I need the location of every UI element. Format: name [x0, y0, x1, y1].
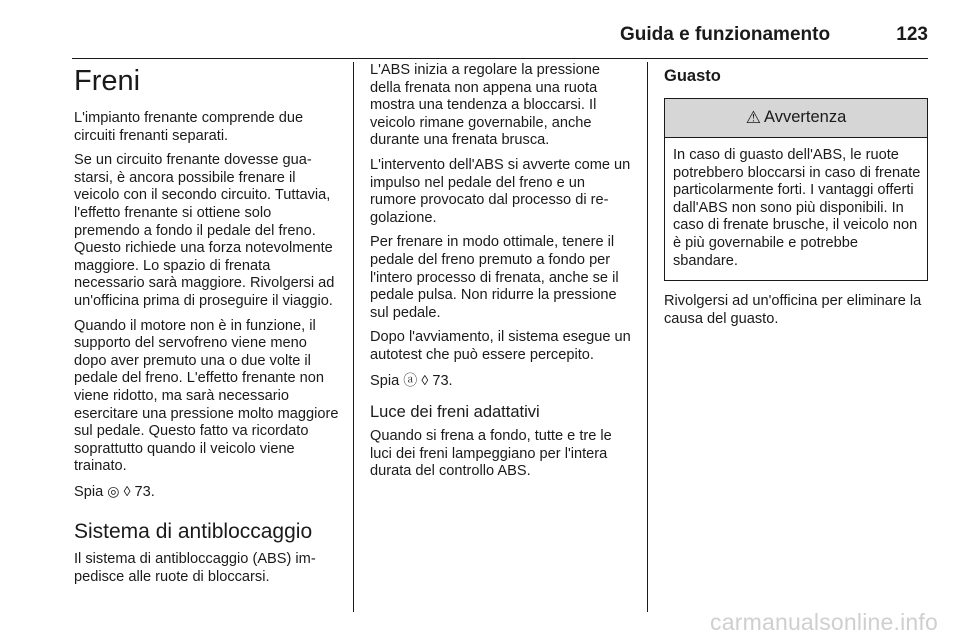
column-divider [353, 62, 354, 612]
warning-triangle-icon: ⚠ [745, 108, 761, 128]
paragraph: Se un circuito frenante dovesse guastarsi, è ancora possibile frenare il veicolo con il secondo circuito. Tuttavia, l'effetto frenante si ottiene solo premendo a fondo il pedale del freno. Questo richiede una forza notevolmente maggiore. Lo spazio di frenata necessario sarà maggiore. Rivolgersi ad un'officina prima di proseguire il viaggio. [74, 152, 335, 309]
section-heading-freni: Freni [74, 65, 141, 97]
page-reference-icon: ◊ [123, 482, 131, 499]
section-heading-abs: Sistema di antibloccaggio [74, 520, 313, 544]
page-reference-icon: ◊ [421, 371, 429, 388]
paragraph: Rivolgersi ad un'officina per eliminare la causa del guasto. [664, 293, 922, 327]
warning-header [665, 99, 927, 138]
paragraph: L'impianto frenante comprende due circuiti frenanti separati. [74, 110, 304, 144]
watermark: carmanualsonline.info [710, 609, 938, 635]
abs-warning-icon: ⓐ [403, 371, 418, 388]
paragraph: Quando si frena a fondo, tutte e tre le luci dei freni lampeggiano per l'intera durata del controllo ABS. [370, 428, 612, 480]
header-rule [72, 58, 928, 59]
spia-label: Spia [74, 483, 104, 500]
page-reference-link[interactable]: 73. [432, 372, 453, 389]
paragraph: Il sistema di antibloccaggio (ABS) impedisce alle ruote di bloccarsi. [74, 551, 316, 586]
section-title: Guida e funzionamento [620, 24, 831, 45]
spia-reference [370, 372, 634, 391]
column-3 [664, 62, 928, 335]
warning-title: Avvertenza [764, 108, 847, 127]
paragraph: Dopo l'avviamento, il sistema esegue un autotest che può essere percepito. [370, 329, 631, 363]
paragraph: L'ABS inizia a regolare la pressione della frenata non appena una ruota mostra una tendenza a bloccarsi. Il veicolo rimane governabile, anche durante una frenata brusca. [370, 62, 600, 149]
spia-label: Spia [370, 372, 400, 389]
column-1 [74, 62, 340, 594]
column-divider [647, 62, 648, 612]
page-header [620, 24, 928, 54]
paragraph: Per frenare in modo ottimale, tenere il pedale del freno premuto a fondo per l'intero processo di frenata, anche se il pedale pulsa. Non ridurre la pressione sul pedale. [370, 234, 619, 321]
column-2 [370, 62, 634, 488]
brake-warning-icon: ◎ [107, 482, 120, 499]
section-heading-guasto: Guasto [664, 67, 721, 85]
warning-body: In caso di guasto dell'ABS, le ruote potrebbero bloccarsi in caso di frenate particolarmente forti. I vantaggi offerti dall'ABS non sono più disponibili. In caso di frenate brusche, il veicolo non è più governabile e potrebbe sbandare. [673, 147, 921, 269]
warning-box [664, 98, 928, 281]
paragraph: Quando il motore non è in funzione, il supporto del servofreno viene meno dopo aver premuto una o due volte il pedale del freno. L'effetto frenante non viene ridotto, ma sarà necessario esercitare una pressione molto maggiore sul pedale. Questo fatto va ricordato soprattutto quando il veicolo viene trainato. [74, 317, 339, 475]
section-heading-adaptive-brake-lights: Luce dei freni adattativi [370, 403, 540, 422]
page-reference-link[interactable]: 73. [134, 483, 155, 500]
spia-reference [74, 483, 340, 502]
paragraph: L'intervento dell'ABS si avverte come un impulso nel pedale del freno e un rumore provocato dal processo di regolazione. [370, 156, 631, 226]
page-number: 123 [896, 24, 928, 45]
